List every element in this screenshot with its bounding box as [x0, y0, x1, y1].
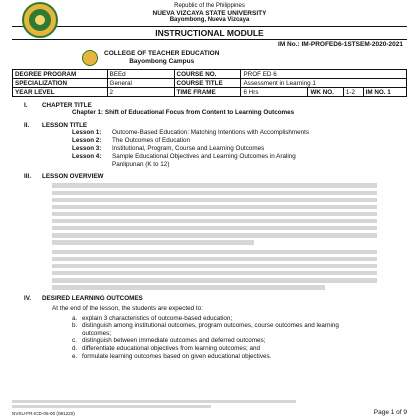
year-level-value: 2 [107, 88, 174, 97]
course-title-label: COURSE TITLE [174, 79, 241, 88]
section-heading: LESSON OVERVIEW [42, 173, 104, 181]
item-text: differentiate educational objectives from learning outcomes; and [82, 344, 261, 352]
degree-value: BEEd [107, 70, 174, 79]
list-item [72, 337, 407, 345]
lesson-row [72, 137, 407, 145]
time-frame-value: 6 Hrs [241, 88, 308, 97]
degree-label: DEGREE PROGRAM [13, 70, 108, 79]
college-name: COLLEGE OF TEACHER EDUCATION [104, 50, 220, 58]
chapter-line: Chapter 1: Shift of Educational Focus from Content to Learning Outcomes [72, 109, 295, 117]
item-label: b. [72, 322, 78, 330]
document-code: NVSU-FR-ICD-05-00 (081220) [12, 411, 75, 416]
im-no-label: IM NO. [365, 88, 386, 96]
document-header [12, 0, 407, 24]
section-number: II. [24, 122, 30, 130]
year-level-label: YEAR LEVEL [13, 88, 108, 97]
outcomes-intro: At the end of the lesson, the students are expected to: [52, 304, 203, 312]
college-logo-icon [82, 50, 98, 66]
course-no-value: PROF ED 6 [241, 70, 407, 79]
lesson-label: Lesson 1: [72, 129, 102, 137]
item-label: c. [72, 337, 77, 345]
item-text: distinguish between immediate outcomes and deferred outcomes; [82, 337, 266, 345]
course-title-value: Assessment in Learning 1 [241, 79, 407, 88]
table-row [13, 88, 407, 97]
list-item [72, 345, 407, 353]
item-text: explain 3 characteristics of outcome-based education; [82, 314, 233, 322]
item-label: e. [72, 352, 78, 360]
item-text: distinguish among institutional outcomes, program outcomes, course outcomes and learning outcomes; [82, 322, 339, 337]
week-no-value: 1-2 [343, 88, 363, 97]
course-info-table [12, 69, 407, 97]
college-block [82, 50, 407, 66]
table-row [13, 70, 407, 79]
lesson-label: Lesson 4: [72, 152, 102, 160]
page-number: Page 1 of 9 [373, 409, 407, 416]
section-lesson-overview [12, 173, 407, 289]
overview-paragraph-2 [52, 250, 377, 290]
lesson-row [72, 153, 407, 161]
lesson-title: The Outcomes of Education [112, 136, 191, 144]
section-heading: LESSON TITLE [42, 122, 88, 130]
list-item [72, 322, 407, 337]
header-republic: Republic of the Philippines [174, 3, 245, 9]
lesson-row [72, 145, 407, 153]
lesson-title: Institutional, Program, Course and Learning Outcomes [112, 144, 265, 152]
section-heading: CHAPTER TITLE [42, 102, 92, 110]
section-desired-outcomes [12, 295, 407, 360]
lesson-title: Sample Educational Objectives and Learning Outcomes in Araling [112, 152, 296, 160]
section-number: I. [24, 102, 28, 110]
overview-paragraph-1 [52, 183, 377, 244]
university-seal-icon [22, 2, 58, 38]
im-number: IM No.: IM-PROFED6-1STSEM-2020-2021 [278, 41, 403, 49]
list-item [72, 315, 407, 323]
table-row [13, 79, 407, 88]
time-frame-label: TIME FRAME [174, 88, 241, 97]
copyright-footnote [12, 400, 296, 408]
im-no-value: 1 [387, 88, 391, 96]
section-lesson-title [12, 122, 407, 168]
week-no-label: WK NO. [308, 88, 343, 97]
section-heading: DESIRED LEARNING OUTCOMES [42, 294, 143, 302]
item-label: d. [72, 344, 78, 352]
item-text: formulate learning outcomes based on given educational objectives. [82, 352, 272, 360]
lesson-label: Lesson 3: [72, 144, 102, 152]
item-label: a. [72, 314, 78, 322]
header-location: Bayombong, Nueva Vizcaya [169, 17, 250, 24]
im-no-cell [363, 88, 406, 97]
list-item [72, 353, 407, 361]
module-title-bar: INSTRUCTIONAL MODULE [12, 26, 407, 40]
section-number: III. [24, 173, 31, 181]
section-chapter-title [12, 102, 407, 117]
course-no-label: COURSE NO. [174, 70, 241, 79]
section-number: IV. [24, 294, 32, 302]
lesson-label: Lesson 2: [72, 136, 102, 144]
outcomes-list [72, 315, 407, 360]
lesson-title: Outcome-Based Education: Matching Intentions with Accomplishments [112, 129, 310, 137]
specialization-value: General [107, 79, 174, 88]
lesson-4-continuation: Panlipunan (K to 12) [112, 160, 170, 168]
page-footer [12, 399, 407, 417]
college-campus: Bayombong Campus [129, 58, 195, 66]
lesson-row [72, 129, 407, 137]
specialization-label: SPECIALIZATION [13, 79, 108, 88]
header-university: NUEVA VIZCAYA STATE UNIVERSITY [152, 9, 267, 17]
